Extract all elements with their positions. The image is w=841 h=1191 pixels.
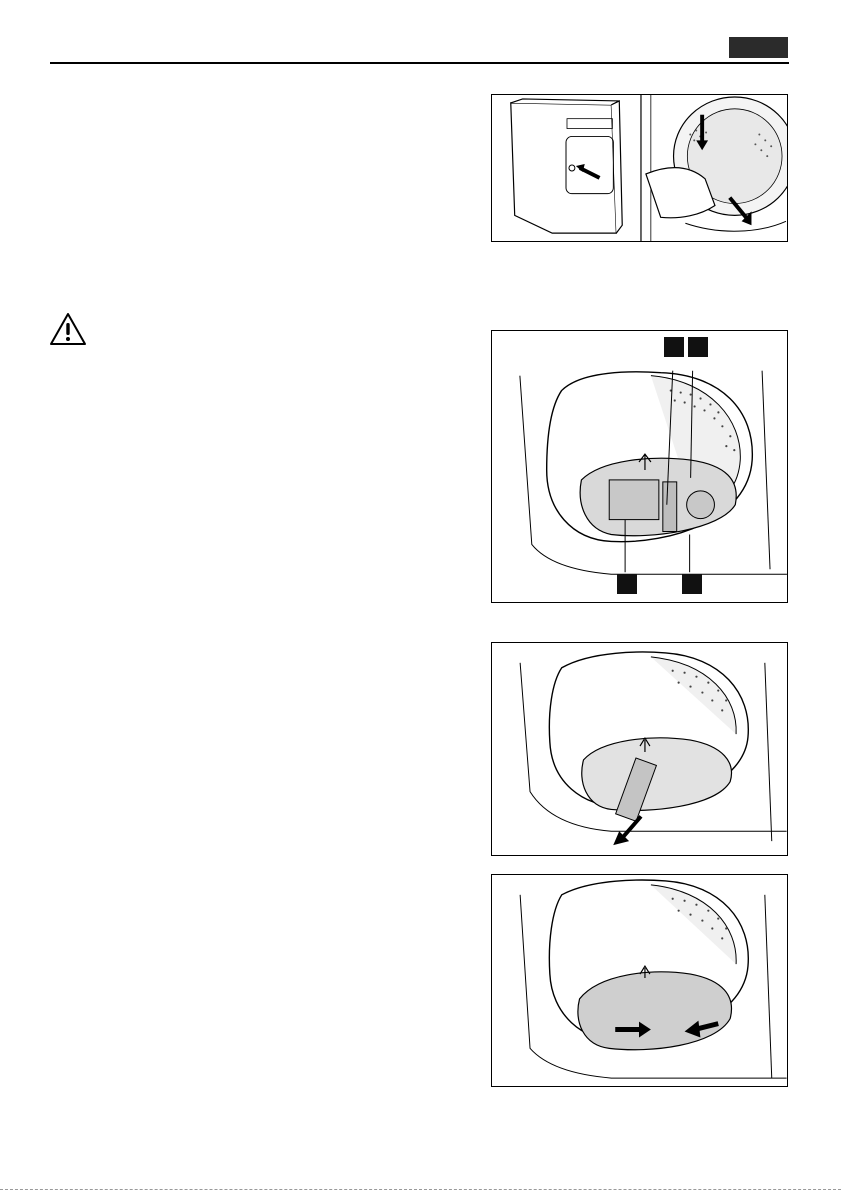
figure-dryer-door xyxy=(491,94,788,242)
figure-drum-filter-squeeze xyxy=(491,874,788,1087)
drum-filter-parts-illustration xyxy=(492,331,787,602)
figure-drum-filter-pull xyxy=(491,642,788,856)
drum-filter-pull-out-illustration xyxy=(492,643,787,855)
language-tab xyxy=(729,37,788,58)
warning-triangle-icon xyxy=(49,312,87,346)
header-rule xyxy=(50,62,789,64)
figure-drum-filter-parts xyxy=(491,330,788,603)
callout-marker-1 xyxy=(664,337,684,357)
callout-marker-2 xyxy=(688,337,708,357)
dryer-door-illustration xyxy=(492,95,787,241)
drum-filter-squeeze-illustration xyxy=(492,875,787,1086)
callout-marker-4 xyxy=(682,574,702,594)
callout-marker-3 xyxy=(617,574,637,594)
page-bottom-edge xyxy=(0,1189,841,1190)
